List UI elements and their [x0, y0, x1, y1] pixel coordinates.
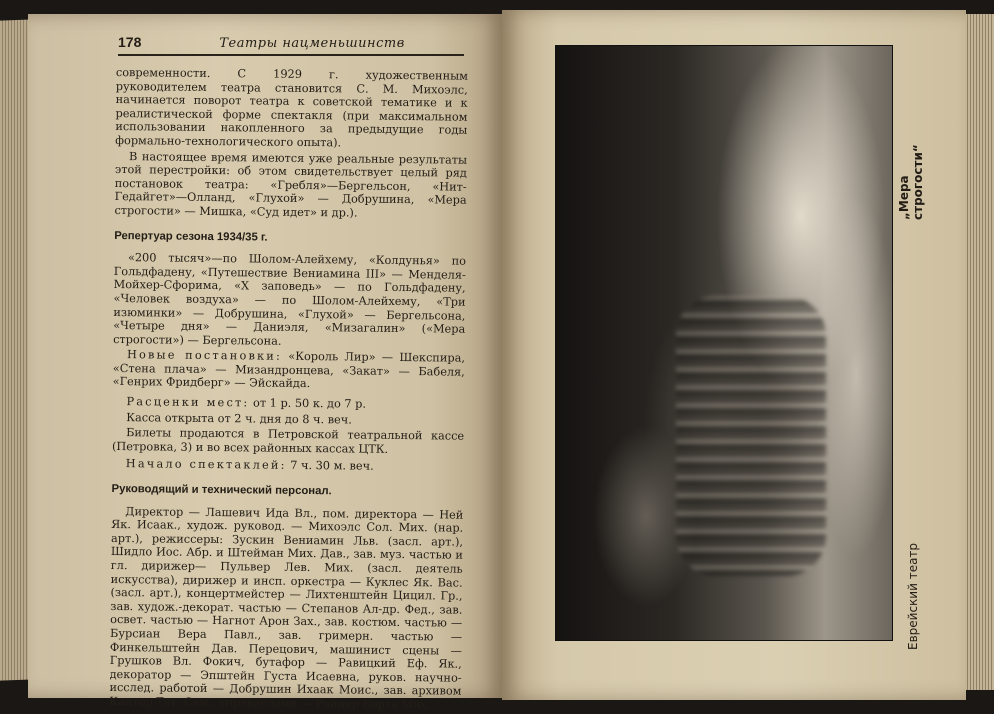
start-label: Начало спектаклей: — [125, 457, 287, 473]
box-office-hours: Касса открыта от 2 ч. дня до 8 ч. веч. — [126, 410, 352, 427]
photo-caption: „Мера строгости“ — [897, 144, 925, 220]
prices-text: от 1 р. 50 к. до 7 р. — [252, 396, 367, 411]
new-productions-text: «Король Лир» — Шекспира, «Стена плача» — Мизандронцева, «Закат» — Бабеля, «Генрих Фридберг» — Эйскайда. — [112, 350, 466, 391]
right-page-edges — [964, 14, 994, 690]
new-productions — [113, 348, 465, 392]
new-productions-label: Новые постановки: — [126, 348, 283, 364]
prices — [112, 395, 464, 412]
stage-photo — [556, 46, 892, 640]
repertoire-heading: Репертуар сезона 1934/35 г. — [114, 229, 268, 244]
page-number: 178 — [118, 34, 142, 50]
running-head — [118, 34, 464, 56]
text-column — [109, 66, 468, 714]
paragraph-intro: современности. С 1929 г. художественным руководителем театра становится С. М. Михоэлс, начинается поворот театра к советской тематике и к реалистической форме спектакля (при максимальном использовании накопленного за предыдущие годы формально-технологического опыта). — [115, 66, 468, 150]
prices-label: Расценки мест: — [126, 395, 250, 410]
staff-heading: Руководящий и технический персонал. — [111, 483, 332, 498]
running-title: Театры нацменьшинств — [219, 36, 405, 51]
staff-text: Директор — Лашевич Ида Вл., пом. директора — Ней Як. Исаак., худож. руковод. — Михоэлс Сол. Мих. (нар. арт.), режиссеры: Зускин Вениамин Льв. (засл. арт.), Шидло Иос. Абр. и Штейман Мих. Дав., зав. муз. частью и гл. дирижер— Пульвер Лев. Мих. (засл. деятель искусства), дирижер и инсп. оркестра — Куклес Як. Вас. (засл. арт.), концертмейстер — Лихтенштейн Цицил. Гр., зав. худож.-декорат. частью — Степанов Ал-др. Фед., зав. освет. частью — Нагнот Арон Зах., зав. костюм. частью — Бурсиан Вера Павл., зав. гримерн. частью — Финкельштейн Дав. Перецович, машинист сцены — Грушков Вл. Фокич, бутафор — Равицкий Еф. Як., декоратор — Эпштейн Густа Исаевна, руков. научно-исслед. работой — Добрушин Ихаак Моис., зав. архивом Кантор Тат. Сам., управделами — Рейнер Берта Мих. — [109, 504, 464, 712]
paragraph-results: В настоящее время имеются уже реальные результаты этой перестройки: об этом свидетельствует целый ряд постановок театра: «Гребля»—Бергельсон, «Нит-Гедайгет»—Олланд, «Глухой» — Добрушина, «Мера строгости» — Мишка, «Суд идет» и др.). — [114, 149, 468, 220]
start-text: 7 ч. 30 м. веч. — [290, 459, 374, 474]
photo-figures — [676, 296, 826, 576]
repertoire-text: «200 тысяч»—по Шолом-Алейхему, «Колдунья» по Гольдфадену, «Путешествие Вениамина III» — Менделя-Мойхер-Сфорима, «Х заповедь» — по Гольдфадену, «Человек воздуха» — по Шолом-Алейхему, «Три изюминки» — Добрушина, «Глухой» — Бергельсона, «Четыре дня» — Даниэля, «Мизагалин» («Мера строгости») — Бергельсона. — [113, 251, 467, 348]
tickets-text: Билеты продаются в Петровской театральной кассе (Петровка, 3) и во всех районных кассах ЦТК. — [111, 426, 465, 456]
vertical-title: Еврейский театр — [906, 542, 920, 650]
start-time — [112, 457, 464, 474]
